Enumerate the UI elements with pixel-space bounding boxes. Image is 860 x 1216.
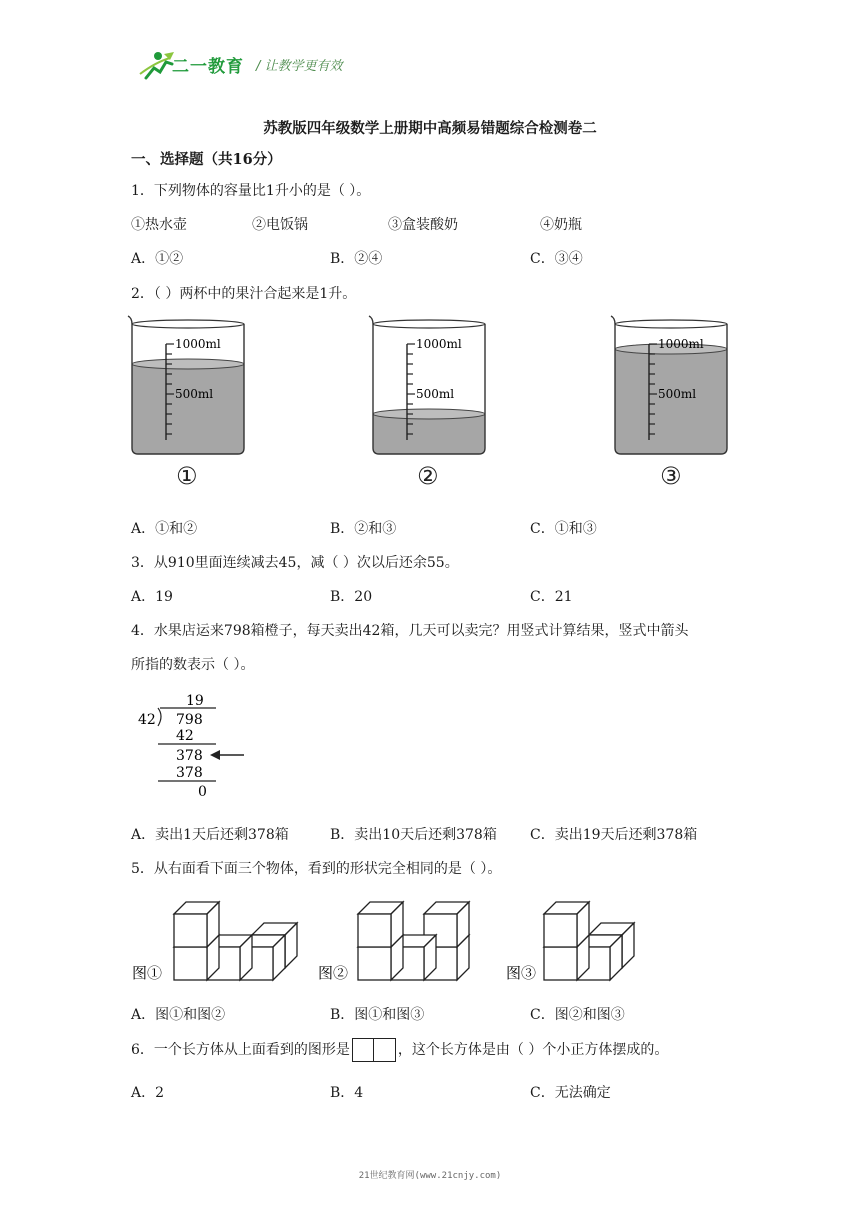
beaker-label-1: ①	[176, 462, 198, 490]
scale-label-500: 500ml	[175, 387, 214, 401]
q3-option-b[interactable]: B．20	[330, 589, 373, 605]
division-divisor: 42	[138, 712, 156, 728]
question-2-stem: 2．（ ）两杯中的果汁合起来是1升。	[131, 286, 357, 302]
beakers-figure	[126, 308, 736, 468]
page-title: 苏教版四年级数学上册期中高频易错题综合检测卷二	[263, 120, 597, 137]
q5-option-a[interactable]: A．图①和图②	[131, 1007, 226, 1023]
q2-option-b[interactable]: B．②和③	[330, 521, 397, 537]
beaker-liquid	[615, 349, 727, 454]
q6-stem-before: 6．一个长方体从上面看到的图形是	[131, 1042, 350, 1058]
q1-item-4: ④奶瓶	[540, 217, 582, 233]
q1-option-b[interactable]: B．②④	[330, 251, 383, 267]
q5-option-c[interactable]: C．图②和图③	[530, 1007, 625, 1023]
question-6-stem	[131, 1038, 668, 1062]
scale-label-500: 500ml	[416, 387, 455, 401]
figure-label-3: 图③	[506, 964, 537, 982]
division-step3: 378	[176, 765, 203, 781]
figure-label-2: 图②	[318, 964, 349, 982]
scale-label-1000: 1000ml	[658, 337, 704, 351]
cube-figure-2	[358, 902, 469, 980]
question-5-stem: 5．从右面看下面三个物体，看到的形状完全相同的是（ ）。	[131, 861, 502, 877]
beaker-3	[611, 316, 727, 454]
beaker-1	[128, 316, 244, 454]
beaker-liquid	[132, 364, 244, 454]
q1-item-2: ②电饭锅	[252, 217, 308, 233]
division-quotient: 19	[186, 693, 204, 709]
cube-figure-3	[544, 902, 634, 980]
q4-option-a[interactable]: A．卖出1天后还剩378箱	[131, 827, 289, 843]
section-heading: 一、选择题（共16分）	[131, 151, 282, 168]
division-step1: 42	[176, 728, 194, 744]
q1-option-a[interactable]: A．①②	[131, 251, 184, 267]
q1-item-3: ③盒装酸奶	[388, 217, 458, 233]
arrow-left-icon	[210, 750, 244, 760]
q6-stem-after: ，这个长方体是由（ ）个小正方体摆成的。	[397, 1042, 669, 1058]
scale-label-500: 500ml	[658, 387, 697, 401]
page-footer: 21世纪教育网(www.21cnjy.com)	[358, 1171, 502, 1181]
q4-option-b[interactable]: B．卖出10天后还剩378箱	[330, 827, 497, 843]
question-1-stem: 1．下列物体的容量比1升小的是（ ）。	[131, 183, 371, 199]
division-remainder: 0	[198, 784, 207, 800]
beaker-liquid	[373, 414, 485, 454]
q2-option-a[interactable]: A．①和②	[131, 521, 198, 537]
top-view-rectangle	[352, 1038, 396, 1062]
brand-slogan: / 让教学更有效	[256, 59, 343, 74]
q6-option-a[interactable]: A．2	[131, 1085, 165, 1101]
question-4-stem-line1: 4．水果店运来798箱橙子，每天卖出42箱，几天可以卖完？用竖式计算结果，竖式中箭头	[131, 623, 689, 639]
scale-label-1000: 1000ml	[175, 337, 221, 351]
division-dividend: 798	[176, 712, 203, 728]
q6-option-b[interactable]: B．4	[330, 1085, 364, 1101]
figure-label-1: 图①	[132, 964, 163, 982]
q1-item-1: ①热水壶	[131, 217, 187, 233]
scale-label-1000: 1000ml	[416, 337, 462, 351]
question-4-stem-line2: 所指的数表示（ ）。	[131, 657, 255, 673]
q1-option-c[interactable]: C．③④	[530, 251, 583, 267]
q2-option-c[interactable]: C．①和③	[530, 521, 597, 537]
beaker-label-2: ②	[417, 462, 439, 490]
cube-figure-1	[174, 902, 297, 980]
brand-name: 二一教育	[172, 57, 244, 77]
division-step2: 378	[176, 748, 203, 764]
runner-icon	[140, 52, 174, 78]
question-3-stem: 3．从910里面连续减去45，减（ ）次以后还余55。	[131, 555, 459, 571]
q4-option-c[interactable]: C．卖出19天后还剩378箱	[530, 827, 698, 843]
beaker-2	[369, 316, 485, 454]
q3-option-c[interactable]: C．21	[530, 589, 573, 605]
cubes-figure	[130, 890, 690, 990]
q3-option-a[interactable]: A．19	[131, 589, 173, 605]
q5-option-b[interactable]: B．图①和图③	[330, 1007, 425, 1023]
beaker-label-3: ③	[660, 462, 682, 490]
q6-option-c[interactable]: C．无法确定	[530, 1085, 611, 1101]
long-division-figure	[134, 686, 254, 802]
